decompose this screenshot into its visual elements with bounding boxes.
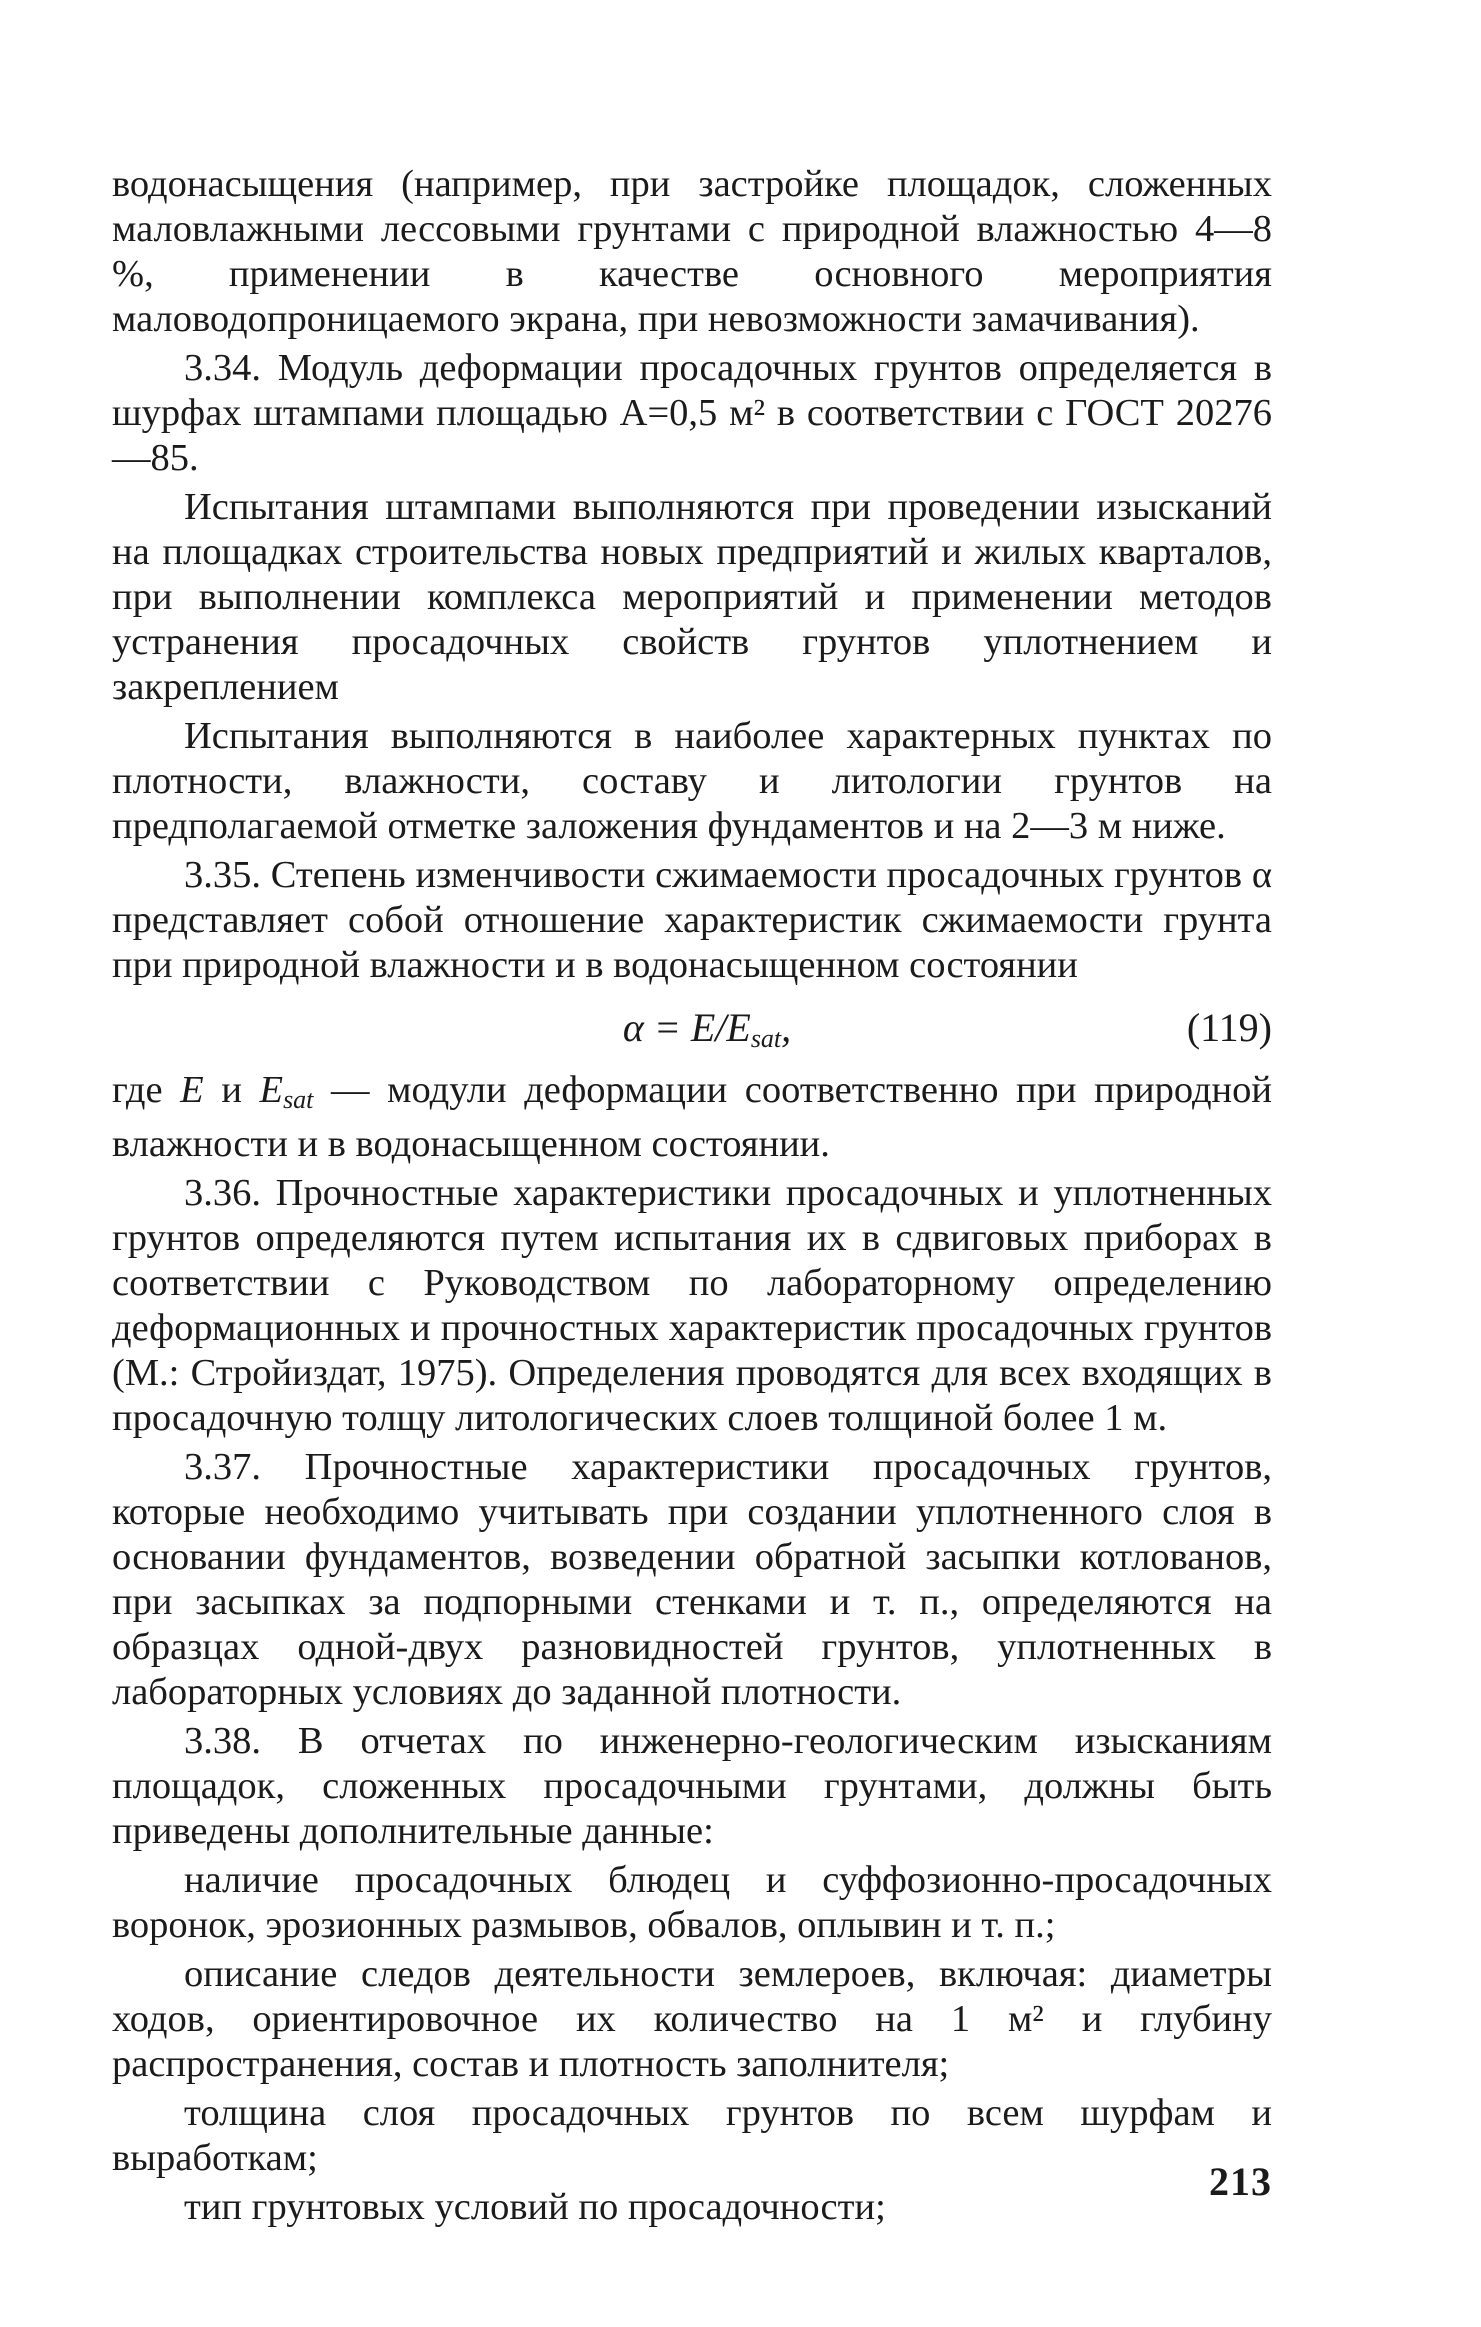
paragraph-3-34: 3.34. Модуль деформации просадочных грунтов определяется в шурфах штампами площадью A=0,5 м² в соответствии с ГОСТ 20276—85. xyxy=(112,347,1273,479)
paragraph-test-locations: Испытания выполняются в наиболее характерных пунктах по плотности, влажности, составу и литологии грунтов на предполагаемой отметке заложения фундаментов и на 2—3 м ниже. xyxy=(112,715,1272,847)
list-item: тип грунтовых условий по просадочности; xyxy=(184,2186,886,2228)
paragraph-where: где E и $E_{sat}$ — модули деформации соответственно при природной влажности и в водонасыщенном состоянии. xyxy=(112,1069,1273,1165)
list-item: наличие просадочных блюдец и суффозионно-просадочных воронок, эрозионных размывов, обвалов, оплывин и т. п.; xyxy=(112,1859,1272,1946)
section-number: 3.38. xyxy=(184,1720,261,1762)
paragraph-3-35: 3.35. Степень изменчивости сжимаемости просадочных грунтов α представляет собой отношение характеристик сжимаемости грунта при природной влажности и в водонасыщенном состоянии xyxy=(112,854,1273,986)
page-number: 213 xyxy=(1209,2159,1272,2204)
list-item: толщина слоя просадочных грунтов по всем шурфам и выработкам; xyxy=(112,2092,1272,2179)
paragraph-3-37: 3.37. Прочностные характеристики просадочных грунтов, которые необходимо учитывать при создании уплотненного слоя в основании фундаментов, возведении обратной засыпки котлованов, при засыпках за подпорными стенками и т. п., определяются на образцах одной-двух разновидностей грунтов, уплотненных в лабораторных условиях до заданной плотности. xyxy=(112,1446,1272,1713)
paragraph-continuation: водонасыщения (например, при застройке площадок, сложенных маловлажными лессовыми грунтами с природной влажностью 4—8 %, применении в качестве основного мероприятия маловодопроницаемого экрана, при невозможности замачивания). xyxy=(112,163,1272,340)
formula-119 xyxy=(112,994,1272,1060)
paragraph-stamp-tests: Испытания штампами выполняются при проведении изысканий на площадках строительства новых предприятий и жилых кварталов, при выполнении комплекса мероприятий и применении методов устранения просадочных свойств грунтов уплотнением и закреплением xyxy=(112,486,1272,708)
page-body xyxy=(112,162,1272,2230)
paragraph-3-36: 3.36. Прочностные характеристики просадочных и уплотненных грунтов определяются путем испытания их в сдвиговых приборах в соответствии с Руководством по лабораторному определению деформационных и прочностных характеристик просадочных грунтов (М.: Стройиздат, 1975). Определения проводятся для всех входящих в просадочную толщу литологических слоев толщиной более 1 м. xyxy=(112,1172,1272,1439)
section-number: 3.36. xyxy=(184,1172,261,1214)
section-number: 3.35. xyxy=(184,854,261,896)
section-number: 3.34. xyxy=(184,347,261,389)
list-item: описание следов деятельности землероев, включая: диаметры ходов, ориентировочное их количество на 1 м² и глубину распространения, состав и плотность заполнителя; xyxy=(112,1953,1272,2085)
section-number: 3.37. xyxy=(184,1446,261,1488)
formula-expression: $\alpha = E/E_{sat}$, xyxy=(622,1005,792,1053)
equation-number: (119) xyxy=(1186,1005,1272,1050)
paragraph-3-38: 3.38. В отчетах по инженерно-геологическим изысканиям площадок, сложенных просадочными грунтами, должны быть приведены дополнительные данные: xyxy=(112,1720,1273,1852)
